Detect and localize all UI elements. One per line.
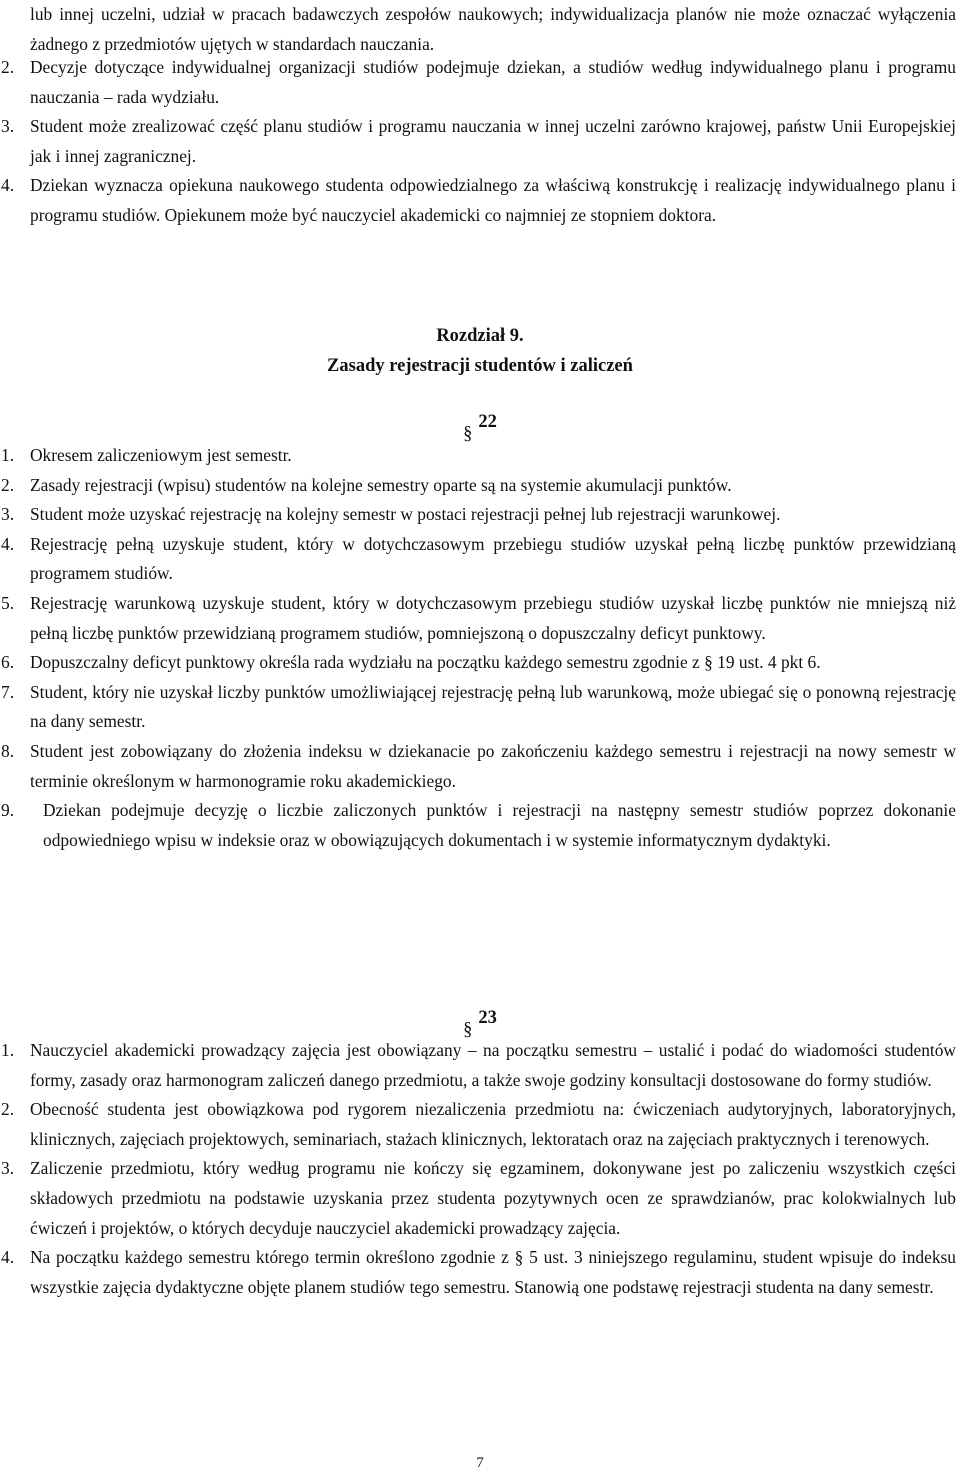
section-sign-icon: § [463, 424, 473, 444]
item-text: Student, który nie uzyskał liczby punktów umożliwiającej rejestrację pełną lub warunkową, może ubiegać się o ponowną rejestrację na dany semestr. [30, 681, 956, 732]
item-text: Dopuszczalny deficyt punktowy określa rada wydziału na początku każdego semestru zgodnie z § 19 ust. 4 pkt 6. [30, 652, 821, 673]
list-item [0, 796, 960, 855]
item-text: Obecność studenta jest obowiązkowa pod rygorem niezaliczenia przedmiotu na: ćwiczeniach audytoryjnych, laboratoryjnych, klinicznych, zajęciach projektowych, seminariach, stażach klinicznych, lektoratach oraz na zajęciach praktycznych i terenowych. [30, 1099, 956, 1149]
item-number: 5. [1, 592, 15, 613]
item-text: Student może zrealizować część planu studiów i programu nauczania w innej uczelni zarówno krajowej, państw Unii Europejskiej jak i innej zagranicznej. [30, 116, 956, 166]
chapter-title: Zasady rejestracji studentów i zaliczeń [327, 356, 633, 376]
item-number: 2. [1, 474, 15, 495]
section-heading-22 [0, 408, 960, 444]
list-item [0, 500, 960, 530]
item-number: 2. [1, 57, 15, 77]
item-number: 6. [1, 652, 15, 673]
item-text: Nauczyciel akademicki prowadzący zajęcia jest obowiązany – na początku semestru – ustalić i podać do wiadomości studentów formy, zasady oraz harmonogram zaliczeń danego przedmiotu, a także swoje godziny konsultacji dostosowane do formy studiów. [30, 1040, 956, 1090]
item-number: 1. [1, 1040, 15, 1060]
section-number: 23 [478, 1008, 497, 1028]
list-item [0, 589, 960, 648]
item-number: 4. [1, 1247, 15, 1268]
list-item [0, 737, 960, 796]
list-item [0, 678, 960, 737]
item-number: 3. [1, 504, 15, 525]
section-sign-icon: § [463, 1020, 473, 1040]
section-heading-23 [0, 1004, 960, 1040]
section-22-list [0, 441, 960, 855]
list-item [0, 1095, 960, 1154]
list-item [0, 441, 960, 471]
item-text: Rejestrację pełną uzyskuje student, który w dotychczasowym przebiegu studiów uzyskał pełną liczbę punktów przewidzianą programem studiów. [30, 533, 956, 584]
list-item [0, 1243, 960, 1302]
item-number: 2. [1, 1099, 15, 1120]
item-text: Dziekan wyznacza opiekuna naukowego studenta odpowiedzialnego za właściwą konstrukcję i realizację indywidualnego planu i programu studiów. Opiekunem może być nauczyciel akademicki co najmniej ze stopniem doktora. [30, 175, 956, 225]
item-number: 7. [1, 681, 15, 702]
item-text: Na początku każdego semestru którego termin określono zgodnie z § 5 ust. 3 niniejszego regulaminu, student wpisuje do indeksu wszystkie zajęcia dydaktyczne objęte planem studiów tego semestru. Stanowią one podstawę rejestracji studenta na dany semestr. [30, 1247, 956, 1297]
list-item [0, 112, 960, 171]
item-number: 3. [1, 1158, 15, 1179]
item-text: Student jest zobowiązany do złożenia indeksu w dziekanacie po zakończeniu każdego semestru i rejestracji na nowy semestr w terminie określonym w harmonogramie roku akademickiego. [30, 740, 956, 791]
item-number: 8. [1, 740, 15, 761]
item-text: Rejestrację warunkową uzyskuje student, który w dotychczasowym przebiegu studiów uzyskał liczbę punktów nie mniejszą niż pełną liczbę punktów przewidzianą programem studiów, pomniejszoną o dopuszczalny deficyt punktowy. [30, 592, 956, 643]
list-item [0, 471, 960, 501]
item-number: 3. [1, 116, 15, 137]
list-item [0, 530, 960, 589]
list-item [0, 171, 960, 230]
item-text: Decyzje dotyczące indywidualnej organizacji studiów podejmuje dziekan, a studiów według indywidualnego planu i programu nauczania – rada wydziału. [30, 57, 956, 107]
item-text: Student może uzyskać rejestrację na kolejny semestr w postaci rejestracji pełnej lub rejestracji warunkowej. [30, 504, 781, 525]
page-number: 7 [476, 1455, 484, 1471]
list-item [0, 648, 960, 678]
item-number: 9. [1, 800, 15, 821]
item-number: 1. [1, 445, 15, 465]
section-number: 22 [478, 412, 497, 432]
continuation-text: lub innej uczelni, udział w pracach badawczych zespołów naukowych; indywidualizacja planów nie może oznaczać wyłączenia żadnego z przedmiotów ujętych w standardach nauczania. [30, 4, 956, 54]
list-item [0, 53, 960, 112]
section-23-list [0, 1036, 960, 1302]
item-number: 4. [1, 175, 15, 196]
item-text: Zasady rejestracji (wpisu) studentów na kolejne semestry oparte są na systemie akumulacji punktów. [30, 474, 732, 495]
list-item [0, 1154, 960, 1243]
item-text: Okresem zaliczeniowym jest semestr. [30, 445, 292, 465]
continuation-paragraph [0, 0, 960, 59]
item-text: Dziekan podejmuje decyzję o liczbie zaliczonych punktów i rejestracji na następny semestr studiów poprzez dokonanie odpowiedniego wpisu w indeksie oraz w obowiązujących dokumentach i w systemie informatycznym dydaktyki. [43, 800, 956, 850]
item-text: Zaliczenie przedmiotu, który według programu nie kończy się egzaminem, dokonywane jest po zaliczeniu wszystkich części składowych przedmiotu na podstawie uzyskania przez studenta pozytywnych ocen ze sprawdzianów, prac kolokwialnych lub ćwiczeń i projektów, o których decyduje nauczyciel akademicki prowadzący zajęcia. [30, 1158, 956, 1238]
item-number: 4. [1, 533, 15, 554]
list-item [0, 1036, 960, 1095]
chapter-number: Rozdział 9. [436, 326, 524, 346]
previous-section-list [0, 53, 960, 231]
